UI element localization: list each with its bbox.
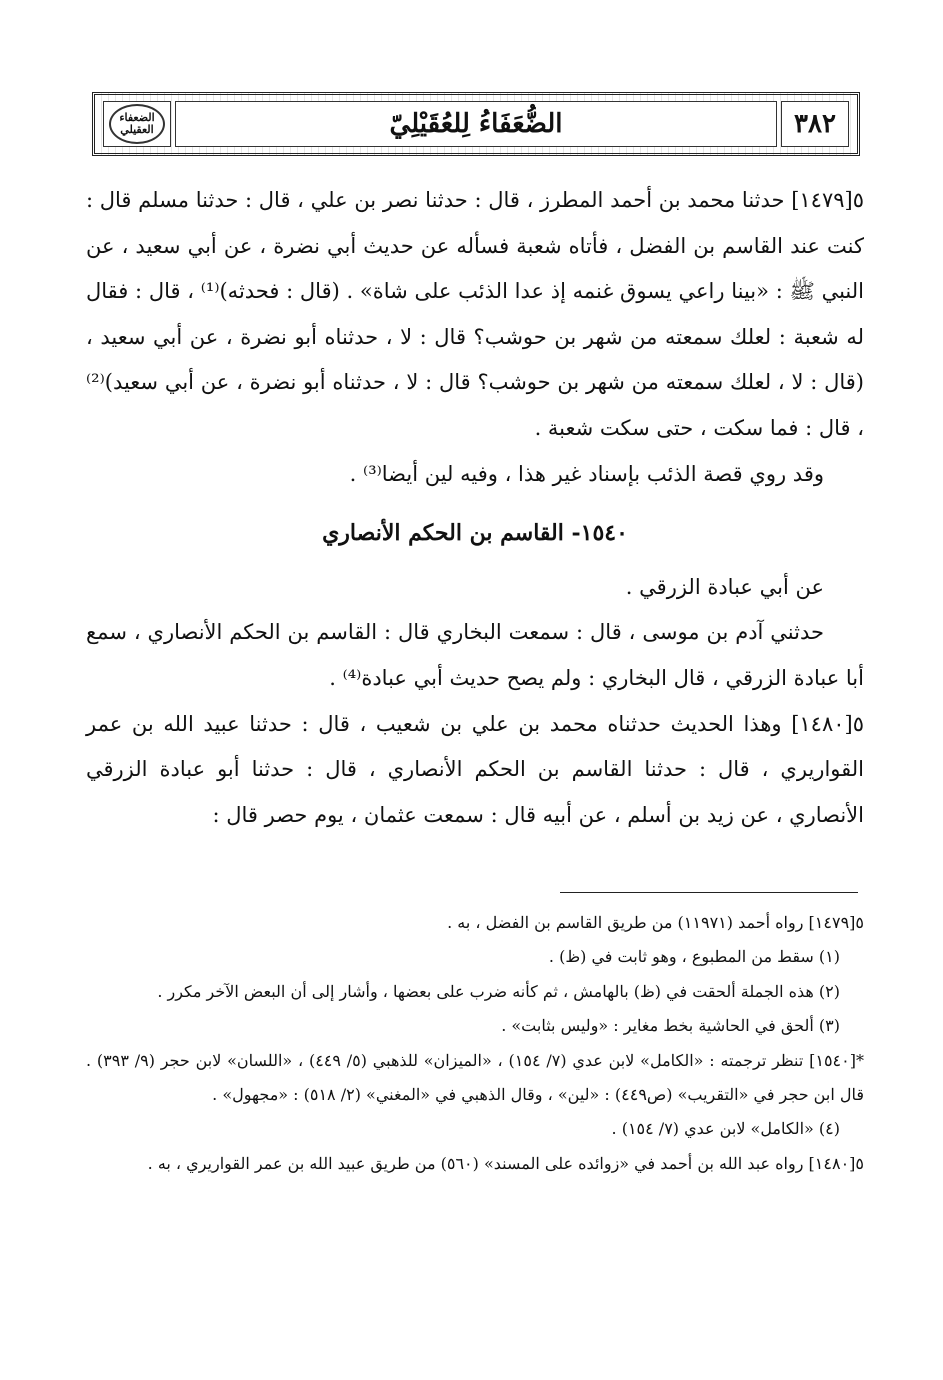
footnote-1540: *[١٥٤٠] تنظر ترجمته : «الكامل» لابن عدي (٧/ ١٥٤) ، «الميزان» للذهبي (٥/ ٤٤٩) ، «اللسان» لابن حجر (٩/ ٣٩٣) . قال ابن حجر في «التقريب» (ص٤٤٩) : «لين» ، وقال الذهبي في «المغني» (٢/ ٥١٨) : «مجهول» .: [86, 1050, 864, 1105]
paragraph-note: وقد روي قصة الذئب بإسناد غير هذا ، وفيه لين أيضا⁽³⁾ .: [349, 461, 824, 486]
header-title-frame: [175, 101, 777, 147]
hadith-1480: ٥[١٤٨٠] وهذا الحديث حدثناه محمد بن علي بن شعيب ، قال : حدثنا عبيد الله بن عمر القواريري ، قال : حدثنا القاسم بن الحكم الأنصاري ، قال : حدثنا أبو عبادة الزرقي الأنصاري ، عن زيد بن أسلم ، عن أبيه قال : سمعت عثمان ، يوم حصر قال :: [86, 711, 864, 827]
book-title: الضُّعَفَاءُ لِلعُقَيْلِيّ: [389, 109, 563, 139]
footnote-1: (١) سقط من المطبوع ، وهو ثابت في (ظ) .: [548, 947, 840, 967]
footnote-1480: ٥[١٤٨٠] رواه عبد الله بن أحمد في «زوائده على المسند» (٥٦٠) من طريق عبيد الله بن عمر القواريري ، به .: [147, 1153, 864, 1173]
page-header: [92, 92, 860, 156]
header-seal: [103, 101, 171, 147]
main-text: [86, 178, 864, 838]
footnote-4: (٤) «الكامل» لابن عدي (٧/ ١٥٤) .: [611, 1119, 840, 1139]
paragraph-narrator: عن أبي عبادة الزرقي .: [625, 574, 824, 599]
seal-emblem: الضعفاء العقيلي: [109, 104, 165, 144]
hadith-1479: ٥[١٤٧٩] حدثنا محمد بن أحمد المطرز ، قال : حدثنا نصر بن علي ، قال : حدثنا مسلم قال : كنت عند القاسم بن الفضل ، فأتاه شعبة فسأله عن حديث أبي نضرة ، عن أبي سعيد ، عن النبي ﷺ : «بينا راعي يسوق غنمه إذ عدا الذئب على شاة» . (قال : فحدثه)⁽¹⁾ ، قال : فقال له شعبة : لعلك سمعته من شهر بن حوشب؟ قال : لا ، حدثناه أبو نضرة ، عن أبي سعيد ، (قال : لا ، لعلك سمعته من شهر بن حوشب؟ قال : لا ، حدثناه أبو نضرة ، عن أبي سعيد)⁽²⁾ ، قال : فما سكت ، حتى سكت شعبة .: [86, 188, 865, 440]
footnote-2: (٢) هذه الجملة ألحقت في (ظ) بالهامش ، ثم كأنه ضرب على بعضها ، وأشار إلى أن البعض الآخر مكرر .: [157, 981, 840, 1001]
entry-heading: ١٥٤٠- القاسم بن الحكم الأنصاري: [322, 520, 628, 547]
footnotes: [86, 906, 864, 1181]
footnote-3: (٣) ألحق في الحاشية بخط مغاير : «وليس بثابت» .: [501, 1016, 840, 1036]
paragraph-bukhari: حدثني آدم بن موسى ، قال : سمعت البخاري قال : القاسم بن الحكم الأنصاري ، سمع أبا عبادة الزرقي ، قال البخاري : ولم يصح حديث أبي عبادة⁽⁴⁾ .: [86, 620, 864, 690]
footnote-1479: ٥[١٤٧٩] رواه أحمد (١١٩٧١) من طريق القاسم بن الفضل ، به .: [447, 913, 864, 932]
page-number: ٣٨٢: [781, 101, 849, 147]
footnote-divider: [560, 892, 858, 893]
